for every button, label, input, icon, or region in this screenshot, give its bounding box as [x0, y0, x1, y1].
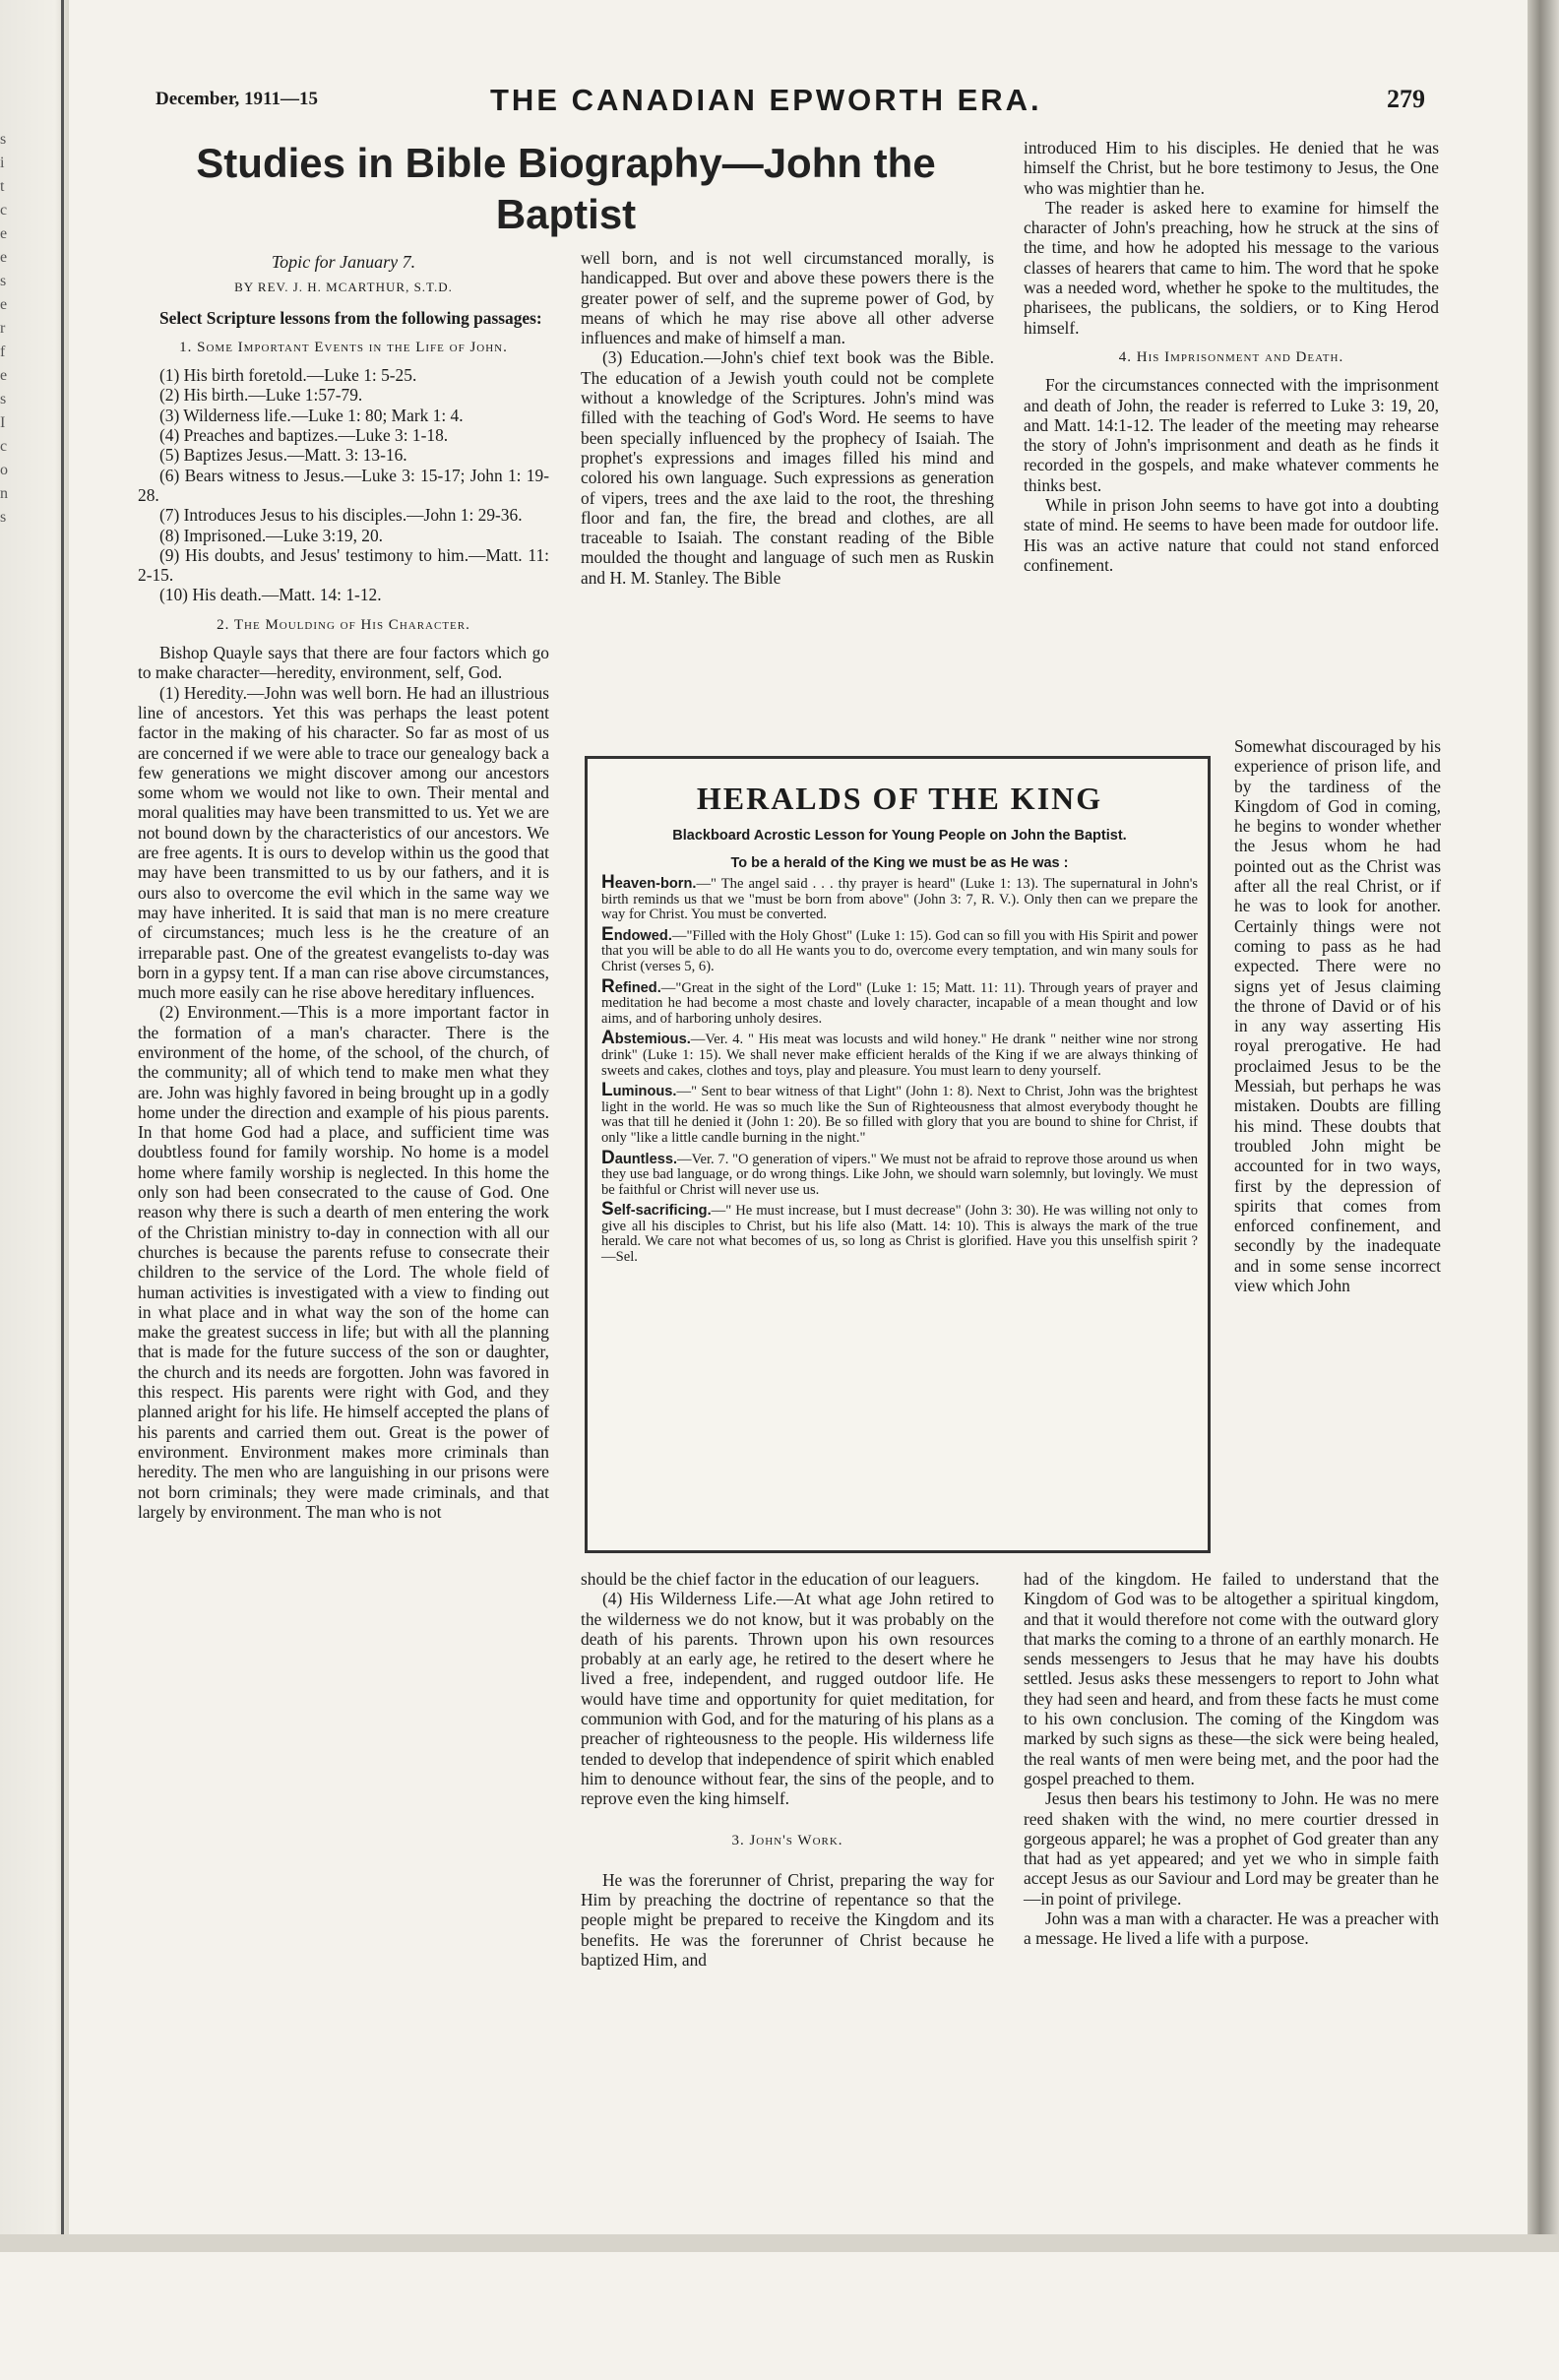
acrostic-head: elf-sacrificing.: [613, 1203, 712, 1220]
event-item: (3) Wilderness life.—Luke 1: 80; Mark 1: 4.: [159, 405, 464, 425]
paragraph: While in prison John seems to have got into a doubting state of mind. He seems to have been made for outdoor life. His was an active nature that could not stand enforced confinement.: [1024, 495, 1439, 575]
running-header: [156, 83, 1425, 122]
issue-date: December, 1911—15: [156, 89, 318, 109]
acrostic-text: —" He must increase, but I must decrease" (John 3: 30). He was willing not only to give all his disciples to Christ, but his life also (Matt. 14: 10). This is always the mark of the true herald. We care not what becomes of us, so long as Christ is glorified. Have you this unselfish spirit ?—Sel.: [601, 1203, 1198, 1266]
article-title: Studies in Bible Biography—John the Baptist: [196, 140, 936, 237]
paragraph: John was a man with a character. He was a preacher with a message. He lived a life with a purpose.: [1024, 1909, 1439, 1949]
acrostic-letter: E: [601, 923, 614, 945]
acrostic-text: —" Sent to bear witness of that Light" (John 1: 8). Next to Christ, John was the brightest light in the world. He was so much like the Sun of Righteousness that almost everybody thought he was that till he denied it (John 1: 20). Be so filled with glory that you are bound to shine for Christ, if only "like a little candle burning in the night.": [601, 1084, 1198, 1146]
event-item: (1) His birth foretold.—Luke 1: 5-25.: [159, 365, 417, 386]
section-heading-2: 2. The Moulding of His Character.: [217, 616, 470, 633]
scan-margin-right: [1528, 0, 1559, 2252]
acrostic-head: eaven-born.: [614, 876, 697, 892]
scan-margin-left: [0, 0, 69, 2252]
event-item: (4) Preaches and baptizes.—Luke 3: 1-18.: [159, 425, 449, 446]
acrostic-letter: S: [601, 1199, 614, 1221]
acrostic-entry: [601, 923, 1198, 975]
magazine-title: THE CANADIAN EPWORTH ERA.: [490, 83, 1042, 117]
acrostic-letter: H: [601, 872, 615, 893]
column-1: [138, 248, 549, 1522]
acrostic-letter: A: [601, 1028, 615, 1049]
paragraph: (2) Environment.—This is a more important factor in the formation of a man's character. There is the environment of the home, of the school, of the church, of the community; all of which tend to make men what they are. John was highly favored in being brought up in a godly home under the direction and example of his pious parents. In that home God had a place, and sufficient time was doubtless found for family worship. No home is a model home where family worship is neglected. In this home the only son had been consecrated to the cause of God. One reason why there is such a dearth of men entering the work of the Christian ministry to-day in connection with all our churches is because the parents refuse to consecrate their children to the service of the Lord. The whole field of human activities is investigated with a view to finding out in what place and in what way the son of the home can make the greatest success in life; but with all the planning that is made for the future success of the son or daughter, the church and its needs are forgotten. John was favored in this respect. His parents were right with God, and they planned aright for his life. He himself accepted the plans of his parents and carried them out. Great is the power of environment. Environment makes more criminals than heredity. The men who are languishing in our prisons were not born criminals; they were made criminals, and that largely by environment. The man who is not: [138, 1002, 549, 1522]
column-3-top: [1024, 138, 1439, 575]
page-fold-line: [61, 0, 64, 2252]
section-heading-1: 1. Some Important Events in the Life of John.: [179, 339, 508, 355]
paragraph: (3) Education.—John's chief text book was the Bible. The education of a Jewish youth could not be complete without a knowledge of the Scriptures. John's mind was filled with the teaching of God's Word. He seems to have been specially influenced by the prophecy of Isaiah. The prophet's expressions and images filled his mind and colored his own language. Such expressions as generation of vipers, trees and the axe laid to the root, the threshing floor and fan, the fire, the bread and clothes, are all traceable to Isaiah. The constant reading of the Bible moulded the thought and language of such men as Ruskin and H. M. Stanley. The Bible: [581, 347, 994, 588]
paragraph: Somewhat discouraged by his experience of prison life, and by the tardiness of the Kingdom of God in coming, he begins to wonder whether the Jesus whom he had pointed out as the Christ was after all the real Christ, or if he was to look for another. Certainly things were not coming to pass as he had expected. There were no signs yet of Jesus claiming the throne of David or of his in any way asserting His royal prerogative. He had proclaimed Jesus to be the Messiah, but perhaps he was mistaken. Doubts are filling his mind. These doubts that troubled John might be accounted for in two ways, first by the depression of spirits that comes from enforced confinement, and secondly by the inadequate and in some sense incorrect view which John: [1234, 736, 1441, 1296]
paragraph: Bishop Quayle says that there are four factors which go to make character—heredity, environment, self, God.: [138, 643, 549, 683]
acrostic-text: —"Great in the sight of the Lord" (Luke 1: 15; Matt. 11: 11). Through years of prayer and meditation he had become a most chaste and lovely character, incapable of a mean thought and low aims, and of harboring unholy desires.: [601, 979, 1198, 1027]
paragraph: should be the chief factor in the education of our leaguers.: [581, 1569, 980, 1589]
column-2-top: [581, 248, 994, 588]
section-heading-4: 4. His Imprisonment and Death.: [1118, 348, 1344, 365]
paragraph: The reader is asked here to examine for himself the character of John's preaching, how he struck at the sins of the time, and how he adopted his message to the various classes of hearers that came to him. The word that he spoke was a needed word, whether he spoke to the multitudes, the pharisees, the publicans, the soldiers, or to King Herod himself.: [1024, 197, 1439, 338]
box-title: HERALDS OF THE KING: [696, 781, 1103, 816]
byline: BY REV. J. H. MCARTHUR, S.T.D.: [234, 280, 453, 295]
event-item: (5) Baptizes Jesus.—Matt. 3: 13-16.: [159, 445, 407, 466]
acrostic-text: —Ver. 4. " His meat was locusts and wild honey." He drank " neither wine nor strong drink" (Luke 1: 15). We shall never make efficient heralds of the King if we are always thinking of sweets and cakes, clothes and toys, play and pleasure. You must learn to deny yourself.: [601, 1032, 1198, 1079]
acrostic-head: bstemious.: [614, 1032, 691, 1048]
event-item: (6) Bears witness to Jesus.—Luke 3: 15-17; John 1: 19-28.: [138, 465, 549, 505]
event-item: (2) His birth.—Luke 1:57-79.: [159, 385, 363, 406]
acrostic-entry: [601, 1080, 1198, 1146]
column-2-bottom: [581, 1569, 994, 1970]
page-number: 279: [1387, 85, 1425, 113]
acrostic-letter: D: [601, 1147, 615, 1168]
acrostic-text: —" The angel said . . . thy prayer is heard" (Luke 1: 13). The supernatural in John's birth reminds us that we "must be born from above" (John 3: 7, R. V.). Only then can we prepare the way for Christ. You must be converted.: [601, 876, 1198, 923]
column-3-bottom: [1024, 1569, 1439, 1949]
acrostic-entry: [601, 1147, 1198, 1199]
paragraph: had of the kingdom. He failed to understand that the Kingdom of God was to be altogether a spiritual kingdom, and that it would therefore not come with the outward glory that marks the coming to a throne of an earthly monarch. He sends messengers to Jesus that he may have his doubts settled. Jesus asks these messengers to report to John what they had seen and heard, and from these facts he must come to his own conclusion. The coming of the Kingdom was marked by such signs as these—the sick were being healed, the real wants of men were being met, and the poor had the gospel preached to them.: [1024, 1569, 1439, 1788]
acrostic-head: ndowed.: [613, 927, 672, 944]
heralds-of-the-king-box: [585, 756, 1211, 1553]
event-item: (7) Introduces Jesus to his disciples.—John 1: 29-36.: [159, 505, 523, 526]
acrostic-letter: L: [601, 1080, 613, 1101]
acrostic-letter: R: [601, 975, 615, 997]
acrostic-head: auntless.: [614, 1151, 677, 1167]
column-3-narrow: [1234, 736, 1441, 1295]
paragraph: He was the forerunner of Christ, preparing the way for Him by preaching the doctrine of repentance so that the people might be prepared to receive the Kingdom and its benefits. He was the forerunner of Christ because he baptized Him, and: [581, 1869, 994, 1971]
acrostic-text: —Ver. 7. "O generation of vipers." We must not be afraid to reprove those around us when they use bad language, or do wrong things. Like John, we should warn solemnly, but lovingly. We must be faithful or Christ will never use us.: [601, 1151, 1198, 1198]
paragraph: Jesus then bears his testimony to John. He was no mere reed shaken with the wind, no mere courtier dressed in gorgeous apparel; he was a prophet of God greater than any that had as yet appeared; and yet we who in simple faith accept Jesus as our Saviour and Lord may be greater than he—in point of privilege.: [1024, 1788, 1439, 1909]
section-heading-3: 3. John's Work.: [731, 1832, 843, 1848]
paragraph: For the circumstances connected with the imprisonment and death of John, the reader is referred to Luke 3: 19, 20, and Matt. 14:1-12. The leader of the meeting may rehearse the story of John's imprisonment and death as he finds it recorded in the gospels, and make whatever comments he thinks best.: [1024, 375, 1439, 495]
paragraph: (4) His Wilderness Life.—At what age John retired to the wilderness we do not know, but it was probably on the death of his parents. Thrown upon his own resources probably at an early age, he retired to the desert where he lived a free, independent, and rugged outdoor life. He would have time and opportunity for quiet meditation, for communion with God, and for the maturing of his plans as a preacher of righteousness to the people. His wilderness life tended to develop that independence of spirit which enabled him to denounce without fear, the sins of the people, and to reprove even the king himself.: [581, 1589, 994, 1809]
box-subtitle: Blackboard Acrostic Lesson for Young People on John the Baptist.: [672, 828, 1127, 844]
acrostic-head: efined.: [614, 979, 661, 996]
box-lead: To be a herald of the King we must be as He was :: [730, 855, 1069, 871]
paragraph: introduced Him to his disciples. He denied that he was himself the Christ, but he bore testimony to Jesus, the One who was mightier than he.: [1024, 138, 1439, 198]
paragraph: well born, and is not well circumstanced morally, is handicapped. But over and above these powers there is the greater power of self, and the supreme power of God, by means of which he may rise above all other adverse influences and make of himself a man.: [581, 248, 994, 348]
topic-line: Topic for January 7.: [271, 252, 416, 272]
acrostic-entry: [601, 1028, 1198, 1079]
acrostic-text: —"Filled with the Holy Ghost" (Luke 1: 15). God can so fill you with His Spirit and power that you will be able to do all He wants you to do, overcome every temptation, and win many souls for Christ (verses 5, 6).: [601, 927, 1198, 974]
scan-margin-bottom: [0, 2234, 1559, 2252]
select-passages: Select Scripture lessons from the following passages:: [159, 307, 542, 328]
event-item: (10) His death.—Matt. 14: 1-12.: [159, 585, 382, 605]
acrostic-entry: [601, 975, 1198, 1028]
event-item: (8) Imprisoned.—Luke 3:19, 20.: [159, 525, 384, 545]
event-item: (9) His doubts, and Jesus' testimony to him.—Matt. 11: 2-15.: [138, 544, 549, 586]
adjacent-page-fragments: s i t c e e s e r f e s I c o n s: [0, 131, 8, 526]
acrostic-entry: [601, 1199, 1198, 1266]
acrostic-entry: [601, 872, 1198, 923]
paragraph: (1) Heredity.—John was well born. He had an illustrious line of ancestors. Yet this was perhaps the least potent factor in the making of his character. So far as most of us are concerned if we were able to trace our genealogy back a few generations we might discover among our ancestors some whom we would not like to own. Their mental and moral qualities may have been transmitted to us. Yet we are not bound down by the characteristics of our ancestors. We are free agents. It is ours to develop within us the good that may have been transmitted to us by our fathers, and it is ours also to overcome the evil which in the same way we may have inherited. It is said that man is no mere creature of circumstances; much less is he the creature of an irreparable past. One of the greatest evangelists to-day was born in a gypsy tent. If a man can rise above circumstances, much more easily can he rise above hereditary influences.: [138, 682, 549, 1003]
acrostic-head: uminous.: [612, 1084, 677, 1100]
